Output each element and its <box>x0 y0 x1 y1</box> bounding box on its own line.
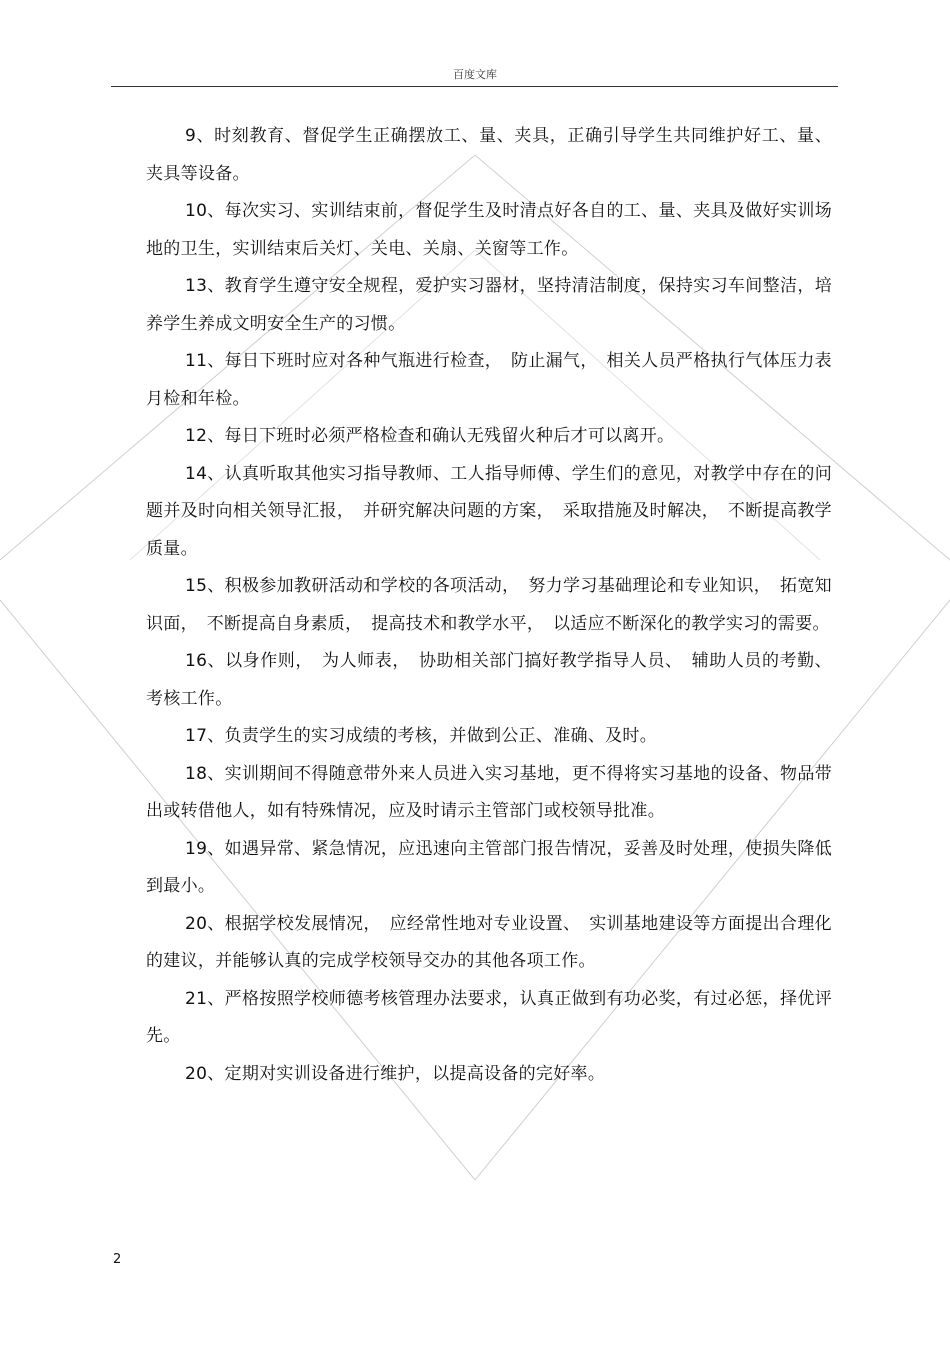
paragraph-item-9: 9、时刻教育、督促学生正确摆放工、量、夹具，正确引导学生共同维护好工、量、夹具等设备。 <box>146 126 832 184</box>
paragraph-item-20a: 20、根据学校发展情况， 应经常性地对专业设置、 实训基地建设等方面提出合理化的建议，并能够认真的完成学校领导交办的其他各项工作。 <box>146 913 832 971</box>
paragraph-item-16: 16、以身作则， 为人师表， 协助相关部门搞好教学指导人员、 辅助人员的考勤、考核工作。 <box>146 651 832 709</box>
paragraph-item-17: 17、负责学生的实习成绩的考核，并做到公正、准确、及时。 <box>185 726 658 746</box>
paragraph-item-14: 14、认真听取其他实习指导教师、工人指导师傅、学生们的意见，对教学中存在的问题并及时向相关领导汇报， 并研究解决问题的方案， 采取措施及时解决， 不断提高教学质量。 <box>146 463 832 559</box>
paragraph-item-10: 10、每次实习、实训结束前，督促学生及时清点好各自的工、量、夹具及做好实训场地的卫生，实训结束后关灯、关电、关扇、关窗等工作。 <box>146 201 832 259</box>
paragraph-item-15: 15、积极参加教研活动和学校的各项活动， 努力学习基础理论和专业知识， 拓宽知识面， 不断提高自身素质， 提高技术和教学水平， 以适应不断深化的教学实习的需要。 <box>146 576 832 634</box>
document-body <box>146 118 832 1093</box>
paragraph-item-12: 12、每日下班时必须严格检查和确认无残留火种后才可以离开。 <box>185 426 675 446</box>
header-title: 百度文库 <box>453 68 497 81</box>
page-number: 2 <box>113 1252 122 1267</box>
paragraph-item-18: 18、实训期间不得随意带外来人员进入实习基地，更不得将实习基地的设备、物品带出或转借他人，如有特殊情况，应及时请示主管部门或校领导批准。 <box>146 763 832 821</box>
paragraph-item-21: 21、严格按照学校师德考核管理办法要求，认真正做到有功必奖，有过必惩，择优评先。 <box>146 988 832 1046</box>
paragraph-item-20b: 20、定期对实训设备进行维护，以提高设备的完好率。 <box>185 1063 606 1084</box>
paragraph-item-13: 13、教育学生遵守安全规程，爱护实习器材，坚持清洁制度，保持实习车间整洁，培养学生养成文明安全生产的习惯。 <box>146 276 832 334</box>
paragraph-item-11: 11、每日下班时应对各种气瓶进行检查， 防止漏气， 相关人员严格执行气体压力表月检和年检。 <box>146 351 832 409</box>
header-divider <box>111 86 838 87</box>
paragraph-item-19: 19、如遇异常、紧急情况，应迅速向主管部门报告情况，妥善及时处理，使损失降低到最小。 <box>146 838 832 896</box>
